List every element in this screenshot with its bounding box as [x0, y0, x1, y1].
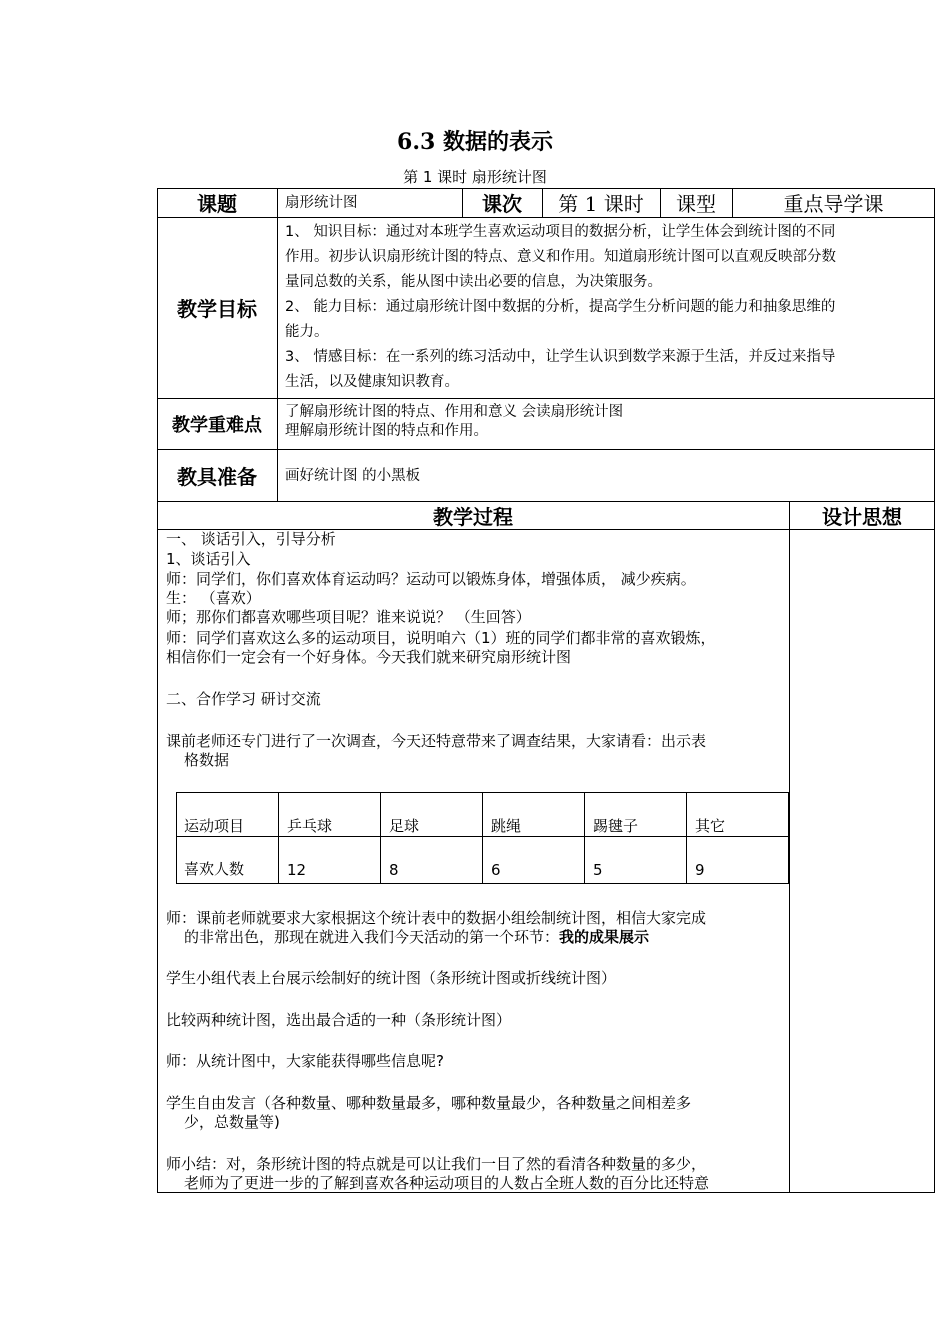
survey-header-item: 运动项目 — [184, 817, 245, 835]
objectives-line-1: 1、 知识目标：通过对本班学生喜欢运动项目的数据分析，让学生体会到统计图的不同 — [285, 224, 836, 240]
process-label: 教学过程 — [433, 504, 513, 529]
objectives-line-7: 生活，以及健康知识教育。 — [285, 374, 459, 390]
objectives-line-5: 能力。 — [285, 324, 329, 340]
objectives-content — [285, 220, 931, 395]
survey-value-rope: 6 — [491, 861, 501, 879]
process-p6b: 相信你们一定会有一个好身体。今天我们就来研究扇形统计图 — [166, 648, 572, 666]
process-p6a: 师：同学们喜欢这么多的运动项目，说明咱六（1）班的同学们都非常的喜欢锻炼， — [166, 629, 716, 647]
objectives-line-3: 量同总数的关系，能从图中读出必要的信息，为决策服务。 — [285, 274, 662, 290]
process-p14a: 师小结：对，条形统计图的特点就是可以让我们一目了然的看清各种数量的多少， — [166, 1155, 707, 1173]
type-label: 课型 — [676, 192, 716, 216]
process-p7: 二、合作学习 研讨交流 — [166, 690, 321, 708]
process-p5: 师；那你们都喜欢哪些项目呢？谁来说说？ （生回答） — [166, 608, 531, 626]
survey-row-label: 喜欢人数 — [184, 860, 245, 878]
session-value — [542, 188, 660, 217]
process-p13a: 学生自由发言（各种数量、哪种数量最多，哪种数量最少，各种数量之间相差多 — [166, 1094, 692, 1112]
key-points-content — [285, 403, 931, 441]
tools-value: 画好统计图 的小黑板 — [285, 468, 421, 484]
title-number: 6.3 — [397, 129, 436, 155]
process-p9c: 我的成果展示 — [559, 928, 650, 946]
survey-header-football: 足球 — [389, 817, 420, 835]
topic-value: 扇形统计图 — [285, 195, 358, 211]
process-p8a: 课前老师还专门进行了一次调查，今天还特意带来了调查结果，大家请看：出示表 — [166, 732, 707, 750]
title-text: 数据的表示 — [442, 130, 553, 155]
process-p4: 生： （喜欢） — [166, 589, 261, 607]
key-points-label: 教学重难点 — [172, 414, 262, 436]
survey-header-other: 其它 — [695, 817, 726, 835]
tools-label: 教具准备 — [177, 464, 257, 489]
process-p9b: 的非常出色，那现在就进入我们今天活动的第一个环节： — [184, 928, 560, 946]
process-p9b-line — [166, 928, 804, 947]
process-p2: 1、谈话引入 — [166, 550, 251, 568]
process-p8b: 格数据 — [184, 751, 230, 769]
process-p12: 师：从统计图中，大家能获得哪些信息呢? — [166, 1052, 444, 1070]
process-p9a: 师：课前老师就要求大家根据这个统计表中的数据小组绘制统计图，相信大家完成 — [166, 909, 707, 927]
survey-value-shuttlecock: 5 — [593, 861, 603, 879]
survey-header-pingpong: 乒乓球 — [287, 817, 333, 835]
process-p1: 一、 谈话引入，引导分析 — [166, 530, 336, 548]
key-points-line-1: 了解扇形统计图的特点、作用和意义 会读扇形统计图 — [285, 404, 624, 420]
page-subtitle: 第 1 课时 扇形统计图 — [403, 168, 547, 186]
survey-value-pingpong: 12 — [287, 861, 307, 879]
survey-value-football: 8 — [389, 861, 399, 879]
session-value-text: 第 1 课时 — [558, 192, 644, 216]
process-p14b: 老师为了更进一步的了解到喜欢各种运动项目的人数占全班人数的百分比还特意 — [184, 1174, 710, 1192]
process-p10: 学生小组代表上台展示绘制好的统计图（条形统计图或折线统计图） — [166, 969, 617, 987]
page-title — [0, 125, 950, 156]
design-label: 设计思想 — [822, 504, 902, 529]
survey-header-rope: 跳绳 — [491, 817, 522, 835]
objectives-line-6: 3、 情感目标：在一系列的练习活动中，让学生认识到数学来源于生活，并反过来指导 — [285, 349, 836, 365]
session-label: 课次 — [482, 192, 522, 216]
objectives-line-4: 2、 能力目标：通过扇形统计图中数据的分析，提高学生分析问题的能力和抽象思维的 — [285, 299, 836, 315]
type-value: 重点导学课 — [783, 192, 884, 216]
objectives-line-2: 作用。初步认识扇形统计图的特点、意义和作用。知道扇形统计图可以直观反映部分数 — [285, 249, 836, 265]
objectives-label: 教学目标 — [177, 297, 257, 321]
process-p13b: 少，总数量等) — [184, 1113, 280, 1131]
survey-header-shuttlecock: 踢毽子 — [593, 817, 639, 835]
key-points-line-2: 理解扇形统计图的特点和作用。 — [285, 423, 488, 439]
survey-value-other: 9 — [695, 861, 705, 879]
process-p3: 师：同学们，你们喜欢体育运动吗？运动可以锻炼身体，增强体质， 减少疾病。 — [166, 570, 696, 588]
topic-label: 课题 — [197, 192, 237, 216]
process-p11: 比较两种统计图，选出最合适的一种（条形统计图） — [166, 1011, 512, 1029]
